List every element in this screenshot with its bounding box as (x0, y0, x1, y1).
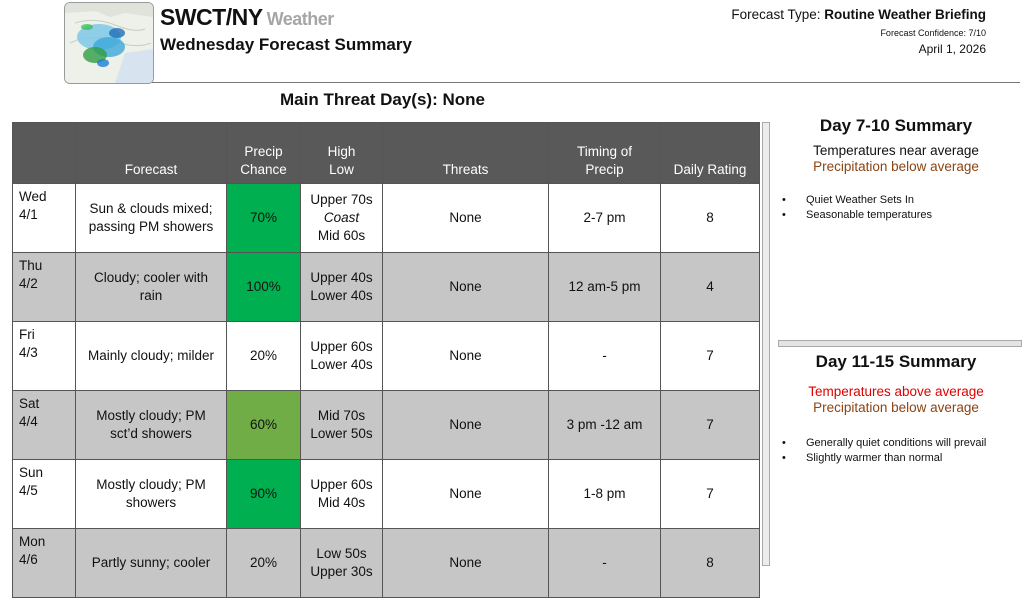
summary-bullet: • Quiet Weather Sets In (780, 193, 1010, 208)
column-header-line: Forecast (124, 162, 178, 177)
high-temp: Upper 70s (310, 192, 373, 207)
forecast-cell (76, 322, 227, 391)
forecast-row (13, 460, 760, 529)
brand-title-text: SWCT/NY (160, 4, 263, 30)
day-date: 4/5 (19, 483, 38, 498)
forecast-cell (76, 529, 227, 598)
day-name: Thu (19, 258, 43, 273)
forecast-text: Sun & clouds mixed; passing PM showers (88, 201, 214, 234)
high-low-cell (301, 460, 383, 529)
threats-cell: None (383, 391, 549, 460)
low-temp: Lower 40s (310, 288, 373, 303)
forecast-text: Cloudy; cooler with rain (93, 270, 209, 303)
column-header-line: Precip (244, 144, 283, 159)
day-cell (13, 322, 76, 391)
day-name: Sat (19, 396, 40, 411)
brand-title (160, 4, 334, 31)
timing-cell: 3 pm -12 am (549, 391, 661, 460)
summary-bullet: • Seasonable temperatures (780, 208, 1010, 223)
forecast-row (13, 184, 760, 253)
day-date: 4/3 (19, 345, 38, 360)
daily-rating-cell: 8 (661, 529, 760, 598)
column-header-line: Low (329, 162, 354, 177)
precip-chance-cell: 90% (227, 460, 301, 529)
high-low-cell (301, 322, 383, 391)
day-date: 4/1 (19, 207, 38, 222)
timing-cell: 12 am-5 pm (549, 253, 661, 322)
threats-cell: None (383, 460, 549, 529)
day-cell (13, 460, 76, 529)
forecast-cell (76, 460, 227, 529)
column-header-line: Chance (240, 162, 287, 177)
timing-cell: - (549, 322, 661, 391)
day7-10-title: Day 7-10 Summary (819, 116, 973, 135)
column-header-1 (76, 123, 227, 184)
daily-rating-cell: 8 (661, 184, 760, 253)
forecast-date: April 1, 2026 (918, 42, 986, 56)
daily-rating-cell: 7 (661, 391, 760, 460)
forecast-text: Partly sunny; cooler (91, 555, 211, 570)
day-cell (13, 253, 76, 322)
column-header-line: Precip (585, 162, 624, 177)
day-cell (13, 391, 76, 460)
day7-10-precipitation: Precipitation below average (813, 159, 979, 174)
precip-chance-cell: 70% (227, 184, 301, 253)
day11-15-title: Day 11-15 Summary (815, 352, 977, 371)
column-header-6 (661, 123, 760, 184)
high-temp: Upper 40s (310, 270, 373, 285)
low-temp: Lower 40s (310, 357, 373, 372)
day-date: 4/6 (19, 552, 38, 567)
vertical-scrollbar[interactable] (762, 122, 770, 566)
summary-bullet: • Generally quiet conditions will prevail (780, 436, 1010, 451)
section-divider-handle[interactable] (778, 340, 1022, 347)
forecast-cell (76, 253, 227, 322)
day-cell (13, 184, 76, 253)
high-low-cell (301, 253, 383, 322)
low-temp: Upper 30s (310, 564, 373, 579)
precip-chance-cell: 60% (227, 391, 301, 460)
timing-cell: 1-8 pm (549, 460, 661, 529)
day11-15-precipitation: Precipitation below average (813, 400, 979, 415)
high-temp: Low 50s (316, 546, 367, 561)
header-info (731, 7, 986, 56)
high-low-cell (301, 529, 383, 598)
column-header-5 (549, 123, 661, 184)
page-subtitle: Wednesday Forecast Summary (160, 35, 412, 54)
column-header-0 (13, 123, 76, 184)
forecast-row (13, 529, 760, 598)
table-header-row (13, 123, 760, 184)
day7-10-bullets (780, 193, 1010, 223)
column-header-line: Timing of (576, 144, 632, 159)
high-low-cell (301, 391, 383, 460)
column-header-3 (301, 123, 383, 184)
precip-chance-cell: 20% (227, 529, 301, 598)
timing-cell: 2-7 pm (549, 184, 661, 253)
precip-chance-cell: 100% (227, 253, 301, 322)
high-temp-note: Coast (323, 210, 360, 225)
main-threat-heading: Main Threat Day(s): None (280, 90, 485, 109)
forecast-row (13, 391, 760, 460)
day11-15-bullets (780, 436, 1010, 466)
forecast-row (13, 322, 760, 391)
column-header-line: Threats (442, 162, 489, 177)
low-temp: Lower 50s (310, 426, 373, 441)
day7-10-summary (775, 116, 1017, 175)
daily-rating-cell: 4 (661, 253, 760, 322)
day-name: Sun (19, 465, 44, 480)
forecast-table (12, 122, 760, 598)
forecast-text: Mainly cloudy; milder (87, 348, 215, 363)
day-name: Mon (19, 534, 46, 549)
low-temp: Mid 40s (317, 495, 366, 510)
day-date: 4/2 (19, 276, 38, 291)
forecast-type-label: Forecast Type: (731, 7, 821, 22)
day-date: 4/4 (19, 414, 38, 429)
daily-rating-cell: 7 (661, 460, 760, 529)
column-header-4 (383, 123, 549, 184)
day-name: Wed (19, 189, 47, 204)
column-header-2 (227, 123, 301, 184)
day7-10-temperature: Temperatures near average (813, 143, 979, 158)
radar-map-image (65, 3, 153, 83)
high-low-cell (301, 184, 383, 253)
low-temp: Mid 60s (317, 228, 366, 243)
high-temp: Upper 60s (310, 477, 373, 492)
forecast-type (731, 7, 986, 22)
column-header-line: High (327, 144, 356, 159)
column-header-line: Daily Rating (673, 162, 747, 177)
day-cell (13, 529, 76, 598)
day11-15-summary (775, 352, 1017, 416)
day11-15-temperature: Temperatures above average (808, 384, 984, 399)
precip-chance-cell: 20% (227, 322, 301, 391)
threats-cell: None (383, 253, 549, 322)
forecast-cell (76, 184, 227, 253)
high-temp: Upper 60s (310, 339, 373, 354)
day-name: Fri (19, 327, 35, 342)
forecast-row (13, 253, 760, 322)
threats-cell: None (383, 184, 549, 253)
summary-bullet: • Slightly warmer than normal (780, 451, 1010, 466)
forecast-confidence: Forecast Confidence: 7/10 (880, 28, 986, 38)
radar-map-logo (64, 2, 154, 84)
forecast-type-value: Routine Weather Briefing (824, 7, 986, 22)
forecast-text: Mostly cloudy; PM sct’d showers (96, 408, 206, 441)
daily-rating-cell: 7 (661, 322, 760, 391)
header-divider (152, 82, 1020, 83)
high-temp: Mid 70s (317, 408, 366, 423)
threats-cell: None (383, 529, 549, 598)
forecast-text: Mostly cloudy; PM showers (96, 477, 206, 510)
brand-title-suffix: Weather (266, 9, 334, 29)
forecast-cell (76, 391, 227, 460)
threats-cell: None (383, 322, 549, 391)
timing-cell: - (549, 529, 661, 598)
